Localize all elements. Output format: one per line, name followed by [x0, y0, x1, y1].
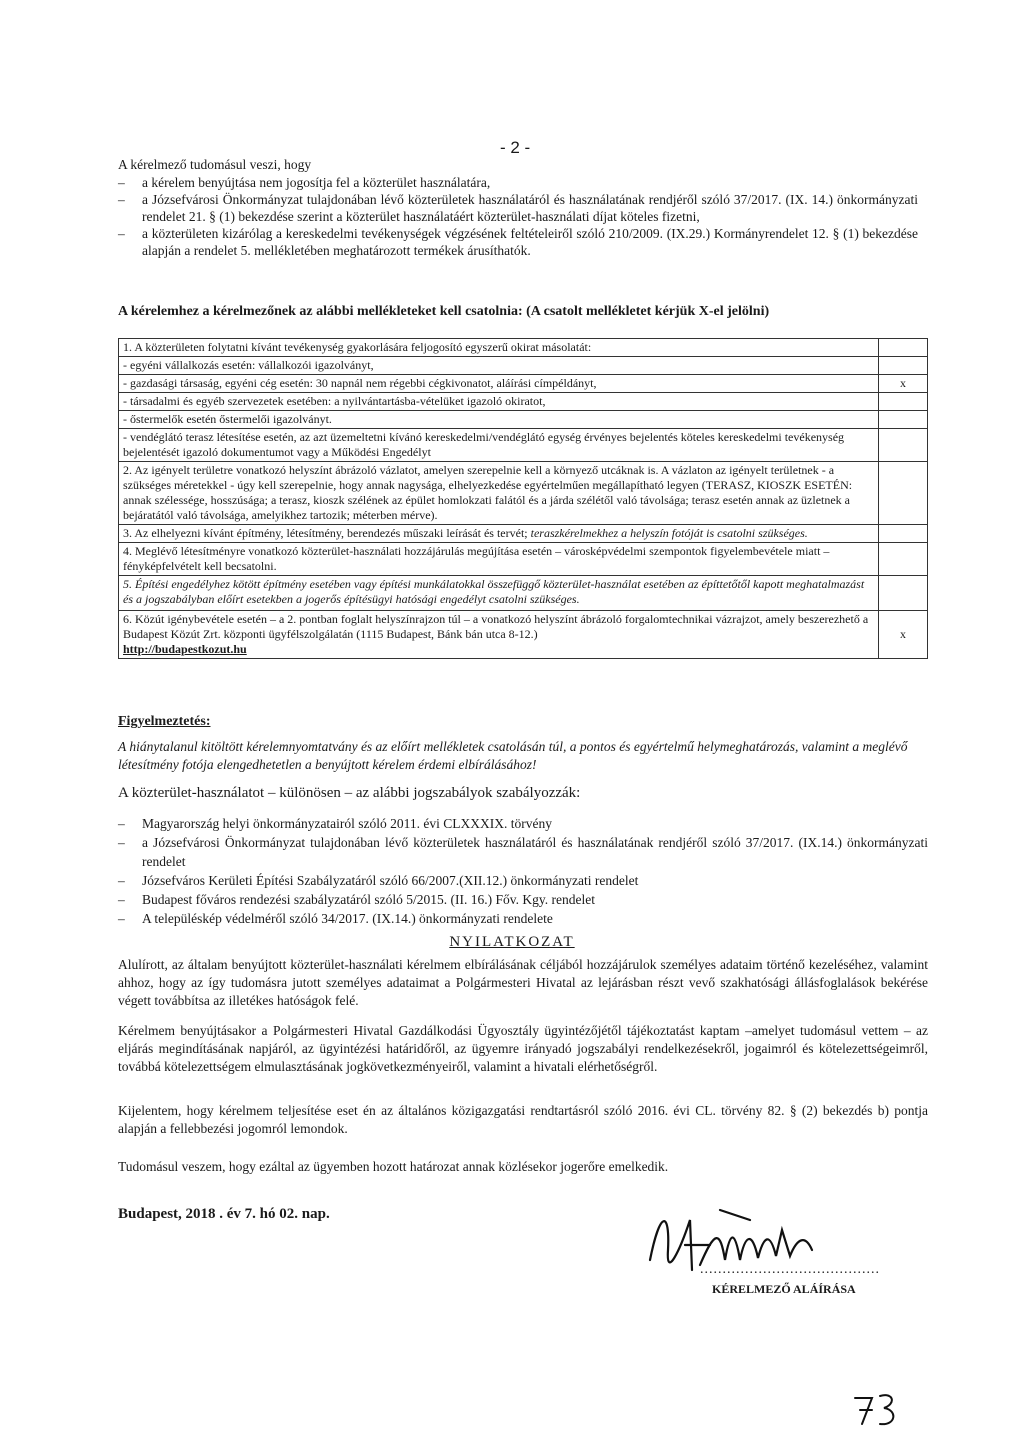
warning-text: A hiánytalanul kitöltött kérelemnyomtatvány és az előírt mellékletek csatolásán túl, a pontos és egyértelmű helymeghatározás, valamint a meglévő létesítmény fotója elengedhetetlen a benyújtott kérelem érdemi elbírálásához!	[118, 739, 908, 772]
table-cell: - őstermelők esetén őstermelői igazolványt.	[119, 411, 879, 429]
checkbox-mark	[879, 411, 928, 429]
intro-list	[118, 174, 918, 259]
checkbox-mark	[879, 393, 928, 411]
attachments-heading: A kérelemhez a kérelmezőnek az alábbi mellékleteket kell csatolnia: (A csatolt mellékletet kérjük X-el jelölni)	[118, 304, 770, 319]
warning-title: Figyelmeztetés:	[118, 714, 211, 729]
checkbox-mark	[879, 339, 928, 357]
checkbox-mark	[879, 357, 928, 375]
declaration-paragraph: Kérelmem benyújtásakor a Polgármesteri Hivatal Gazdálkodási Ügyosztály ügyintézőjétől tájékoztatást kaptam –amelyet tudomásul vettem – az eljárás megindításának napjáról, az ügyintézési határidőről, az ügyemre irányadó jogszabályi rendelkezésekről, jogaimról és kötelezettségeimről, továbbá kötelezettségem elmulasztásának jogkövetkezményeiről, valamint a hivatali elérhetőségről.	[118, 1023, 928, 1074]
handwritten-page-mark	[850, 1390, 910, 1430]
intro-heading: A kérelmező tudomásul veszi, hogy	[118, 157, 312, 172]
table-row	[119, 462, 928, 525]
page-number: - 2 -	[500, 138, 531, 157]
table-cell	[119, 525, 879, 543]
table-cell: 1. A közterületen folytatni kívánt tevékenység gyakorlására feljogosító egyszerű okirat másolatát:	[119, 339, 879, 357]
kozut-link[interactable]: http://budapestkozut.hu	[123, 642, 247, 656]
table-cell: - társadalmi és egyéb szervezetek esetében: a nyilvántartásba-vételüket igazoló okiratot,	[119, 393, 879, 411]
row-text: 6. Közút igénybevétele esetén – a 2. pontban foglalt helyszínrajzon túl – a vonatkozó helyszínt ábrázoló forgalomtechnikai vázrajzot, amely beszerezhető a Budapest Közút Zrt. központi ügyfélszolgálatán (1115 Budapest, Bánk bán utca 8-12.)	[123, 612, 869, 641]
signature-line: ........................................	[700, 1262, 880, 1277]
declaration-paragraph: Alulírott, az általam benyújtott közterület-használati kérelmem elbírálásának céljából hozzájárulok személyes adataim történő kezeléséhez, valamint ahhoz, hogy az így tudomásra jutott személyes adataimat a Polgármesteri Hivatal az lejárásban részt vevő szakhatósági állásfoglalások bekérése végett továbbítsa az illetékes hatóságok felé.	[118, 957, 928, 1008]
table-row	[119, 393, 928, 411]
table-cell: - egyéni vállalkozás esetén: vállalkozói igazolványt,	[119, 357, 879, 375]
table-cell: 5. Építési engedélyhez kötött építmény esetében vagy építési munkálatokkal összefüggő közterület-használat esetében az építtetőtől kapott meghatalmazást és a jogszabályban előírt esetekben a jogerős építésügyi hatósági engedélyt csatolni szükséges.	[119, 576, 879, 611]
checkbox-mark	[879, 525, 928, 543]
checkbox-mark	[879, 576, 928, 611]
checkbox-mark	[879, 543, 928, 576]
laws-list	[118, 814, 928, 928]
checkbox-mark	[879, 429, 928, 462]
checkbox-mark	[879, 462, 928, 525]
table-cell: 4. Meglévő létesítményre vonatkozó közterület-használati hozzájárulás megújítása esetén – városképvédelmi szempontok figyelembevétele miatt – fényképfelvételt kell becsatolni.	[119, 543, 879, 576]
checkbox-mark: x	[879, 375, 928, 393]
signature-label: KÉRELMEZŐ ALÁÍRÁSA	[712, 1282, 856, 1296]
list-item: – Budapest főváros rendezési szabályzatáról szóló 5/2015. (II. 16.) Főv. Kgy. rendelet	[118, 890, 928, 909]
declaration-title: NYILATKOZAT	[449, 934, 575, 950]
table-row	[119, 357, 928, 375]
list-item: – a közterületen kizárólag a kereskedelmi tevékenységek végzésének feltételeiről szóló 210/2009. (IX.29.) Kormányrendelet 12. § (1) bekezdése alapján a rendelet 5. mellékletében meghatározott termékek árusíthatók.	[118, 225, 918, 259]
row-italic-tail: teraszkérelmekhez a helyszín fotóját is csatolni szükséges.	[530, 526, 808, 540]
checkbox-mark: x	[879, 611, 928, 659]
list-item: – a Józsefvárosi Önkormányzat tulajdonában lévő közterületek használatáról és használatának rendjéről szóló 37/2017. (IX.14.) önkormányzati rendelet	[118, 833, 928, 871]
table-row	[119, 429, 928, 462]
table-cell: 2. Az igényelt területre vonatkozó helyszínt ábrázoló vázlatot, amelyen szerepelnie kell a környező utcáknak is. A vázlaton az igényelt területnek - a szükséges méretekkel - úgy kell szerepelnie, hogy annak nagysága, elhelyezkedése egyértelműen megállapítható legyen (TERASZ, KIOSZK ESETÉN: annak szélessége, hosszúsága; a terasz, kioszk szélének az épület homlokzati falától és a járda szélétől való távolsága; terasz esetén annak az üzletnek a bejáratától való távolsága, amelyikhez tartozik; méterben mérve).	[119, 462, 879, 525]
attachments-table	[118, 338, 928, 659]
declaration-paragraph: Kijelentem, hogy kérelmem teljesítése eset én az általános közigazgatási rendtartásról szóló 2016. évi CL. törvény 82. § (2) bekezdés b) pontja alapján a fellebbezési jogomról lemondok.	[118, 1103, 928, 1136]
date-line: Budapest, 2018 . év 7. hó 02. nap.	[118, 1206, 330, 1222]
list-item: – A településkép védelméről szóló 34/2017. (IX.14.) önkormányzati rendelete	[118, 909, 928, 928]
table-cell: - vendéglátó terasz létesítése esetén, az azt üzemeltetni kívánó kereskedelmi/vendéglátó egység érvényes bejelentés köteles kereskedelmi tevékenység bejelentését igazoló dokumentumot vagy a Működési Engedélyt	[119, 429, 879, 462]
table-row	[119, 339, 928, 357]
table-row	[119, 576, 928, 611]
list-item: – a Józsefvárosi Önkormányzat tulajdonában lévő közterületek használatáról és használatának rendjéről szóló 37/2017. (IX. 14.) önkormányzati rendelet 21. § (1) bekezdése szerint a közterület használatáért közterület-használati díjat köteles fizetni,	[118, 191, 918, 225]
table-row	[119, 543, 928, 576]
table-cell	[119, 611, 879, 659]
table-row	[119, 525, 928, 543]
list-item: – Magyarország helyi önkormányzatairól szóló 2011. évi CLXXXIX. törvény	[118, 814, 928, 833]
row-text: 3. Az elhelyezni kívánt építmény, létesítmény, berendezés műszaki leírását és tervét;	[123, 526, 528, 540]
table-row	[119, 611, 928, 659]
table-row	[119, 375, 928, 393]
table-row	[119, 411, 928, 429]
declaration-paragraph: Tudomásul veszem, hogy ezáltal az ügyemben hozott határozat annak közlésekor jogerőre emelkedik.	[118, 1159, 669, 1174]
laws-heading: A közterület-használatot – különösen – az alábbi jogszabályok szabályozzák:	[118, 785, 581, 801]
list-item: – a kérelem benyújtása nem jogosítja fel a közterület használatára,	[118, 174, 918, 191]
list-item: – Józsefváros Kerületi Építési Szabályzatáról szóló 66/2007.(XII.12.) önkormányzati rendelet	[118, 871, 928, 890]
table-cell: - gazdasági társaság, egyéni cég esetén: 30 napnál nem régebbi cégkivonatot, aláírási címpéldányt,	[119, 375, 879, 393]
